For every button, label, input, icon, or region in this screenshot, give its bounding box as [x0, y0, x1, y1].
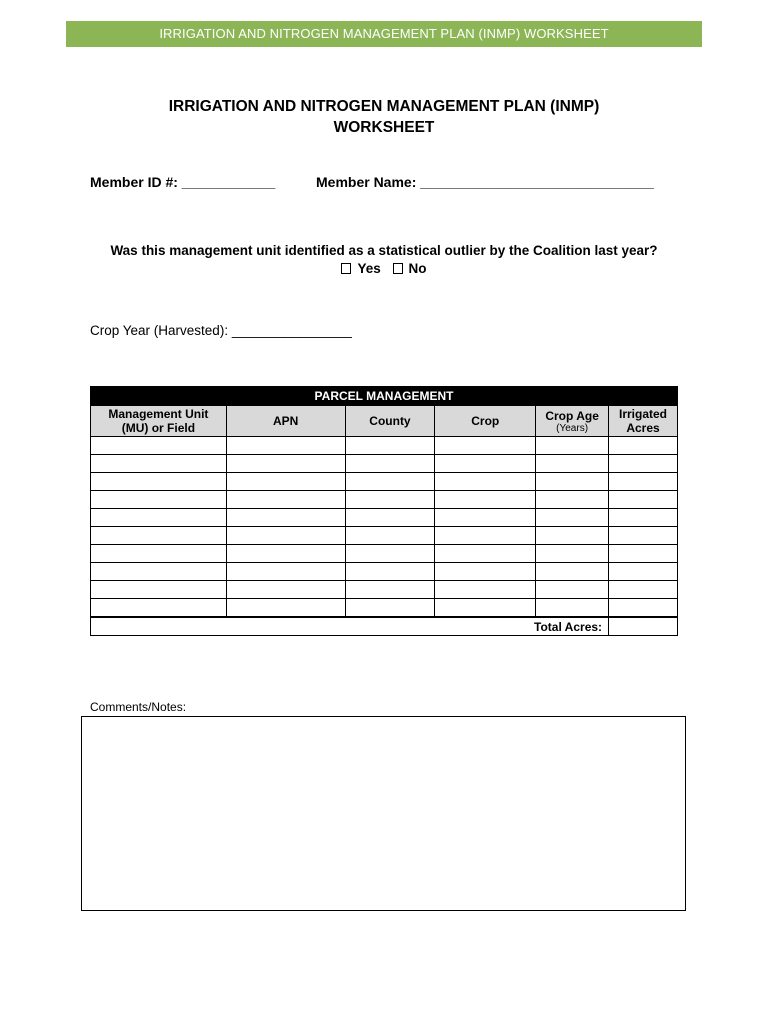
total-row [91, 617, 678, 636]
header-banner: IRRIGATION AND NITROGEN MANAGEMENT PLAN (INMP) WORKSHEET [66, 21, 702, 47]
county-cell[interactable] [345, 455, 435, 473]
county-cell[interactable] [345, 599, 435, 618]
table-row [91, 527, 678, 545]
title-line-1: IRRIGATION AND NITROGEN MANAGEMENT PLAN (INMP) [168, 98, 600, 115]
column-header-crop-age: Crop Age (Years) [536, 406, 609, 437]
irrigated-acres-cell[interactable] [609, 491, 678, 509]
total-acres-label: Total Acres: [91, 617, 609, 636]
crop-age-cell[interactable] [536, 581, 609, 599]
parcel-table-header-row [91, 406, 678, 437]
no-option[interactable] [393, 261, 427, 276]
county-cell[interactable] [345, 509, 435, 527]
yes-option[interactable] [341, 261, 384, 276]
table-row [91, 473, 678, 491]
crop-cell[interactable] [435, 455, 536, 473]
crop-cell[interactable] [435, 599, 536, 618]
yes-label: Yes [357, 261, 381, 276]
mu-cell[interactable] [91, 473, 227, 491]
table-row [91, 563, 678, 581]
mu-cell[interactable] [91, 509, 227, 527]
crop-age-cell[interactable] [536, 599, 609, 618]
county-cell[interactable] [345, 563, 435, 581]
irrigated-acres-cell[interactable] [609, 437, 678, 455]
county-cell[interactable] [345, 437, 435, 455]
crop-cell[interactable] [435, 527, 536, 545]
apn-cell[interactable] [226, 473, 345, 491]
apn-cell[interactable] [226, 581, 345, 599]
column-header-apn: APN [226, 406, 345, 437]
column-header-crop: Crop [435, 406, 536, 437]
apn-cell[interactable] [226, 563, 345, 581]
title-line-2: WORKSHEET [333, 119, 435, 136]
apn-cell[interactable] [226, 491, 345, 509]
column-header-county: County [345, 406, 435, 437]
crop-age-cell[interactable] [536, 563, 609, 581]
irrigated-acres-cell[interactable] [609, 563, 678, 581]
irrigated-acres-cell[interactable] [609, 581, 678, 599]
table-row [91, 491, 678, 509]
no-label: No [408, 261, 427, 276]
crop-age-cell[interactable] [536, 545, 609, 563]
apn-cell[interactable] [226, 545, 345, 563]
crop-year-field[interactable]: Crop Year (Harvested): ________________ [90, 323, 352, 338]
crop-age-cell[interactable] [536, 527, 609, 545]
crop-cell[interactable] [435, 437, 536, 455]
outlier-options [0, 261, 768, 276]
mu-cell[interactable] [91, 545, 227, 563]
mu-cell[interactable] [91, 437, 227, 455]
outlier-question: Was this management unit identified as a statistical outlier by the Coalition last year? [110, 243, 658, 258]
mu-cell[interactable] [91, 599, 227, 618]
county-cell[interactable] [345, 491, 435, 509]
crop-cell[interactable] [435, 509, 536, 527]
county-cell[interactable] [345, 581, 435, 599]
mu-cell[interactable] [91, 563, 227, 581]
table-row [91, 437, 678, 455]
crop-cell[interactable] [435, 473, 536, 491]
apn-cell[interactable] [226, 527, 345, 545]
yes-checkbox[interactable] [341, 263, 351, 274]
crop-age-cell[interactable] [536, 509, 609, 527]
parcel-management-table [90, 386, 678, 636]
apn-cell[interactable] [226, 455, 345, 473]
crop-cell[interactable] [435, 581, 536, 599]
irrigated-acres-cell[interactable] [609, 509, 678, 527]
crop-cell[interactable] [435, 491, 536, 509]
member-id-field[interactable]: Member ID #: ____________ [90, 174, 276, 190]
comments-label: Comments/Notes: [90, 700, 187, 714]
crop-age-cell[interactable] [536, 437, 609, 455]
crop-age-cell[interactable] [536, 455, 609, 473]
apn-cell[interactable] [226, 437, 345, 455]
page-title [0, 96, 768, 138]
irrigated-acres-cell[interactable] [609, 527, 678, 545]
irrigated-acres-cell[interactable] [609, 455, 678, 473]
table-row [91, 455, 678, 473]
member-name-field[interactable]: Member Name: ______________________________ [316, 174, 654, 190]
crop-cell[interactable] [435, 545, 536, 563]
total-acres-cell[interactable] [609, 617, 678, 636]
mu-cell[interactable] [91, 455, 227, 473]
irrigated-acres-cell[interactable] [609, 599, 678, 618]
crop-cell[interactable] [435, 563, 536, 581]
column-header-management-unit: Management Unit (MU) or Field [91, 406, 227, 437]
mu-cell[interactable] [91, 527, 227, 545]
table-row [91, 599, 678, 618]
table-row [91, 545, 678, 563]
parcel-table-title: PARCEL MANAGEMENT [91, 387, 678, 406]
crop-age-cell[interactable] [536, 473, 609, 491]
no-checkbox[interactable] [393, 263, 403, 274]
table-row [91, 509, 678, 527]
column-header-irrigated-acres: Irrigated Acres [609, 406, 678, 437]
county-cell[interactable] [345, 473, 435, 491]
apn-cell[interactable] [226, 599, 345, 618]
irrigated-acres-cell[interactable] [609, 545, 678, 563]
mu-cell[interactable] [91, 491, 227, 509]
comments-box[interactable] [81, 716, 686, 911]
county-cell[interactable] [345, 527, 435, 545]
table-row [91, 581, 678, 599]
mu-cell[interactable] [91, 581, 227, 599]
county-cell[interactable] [345, 545, 435, 563]
apn-cell[interactable] [226, 509, 345, 527]
irrigated-acres-cell[interactable] [609, 473, 678, 491]
crop-age-cell[interactable] [536, 491, 609, 509]
